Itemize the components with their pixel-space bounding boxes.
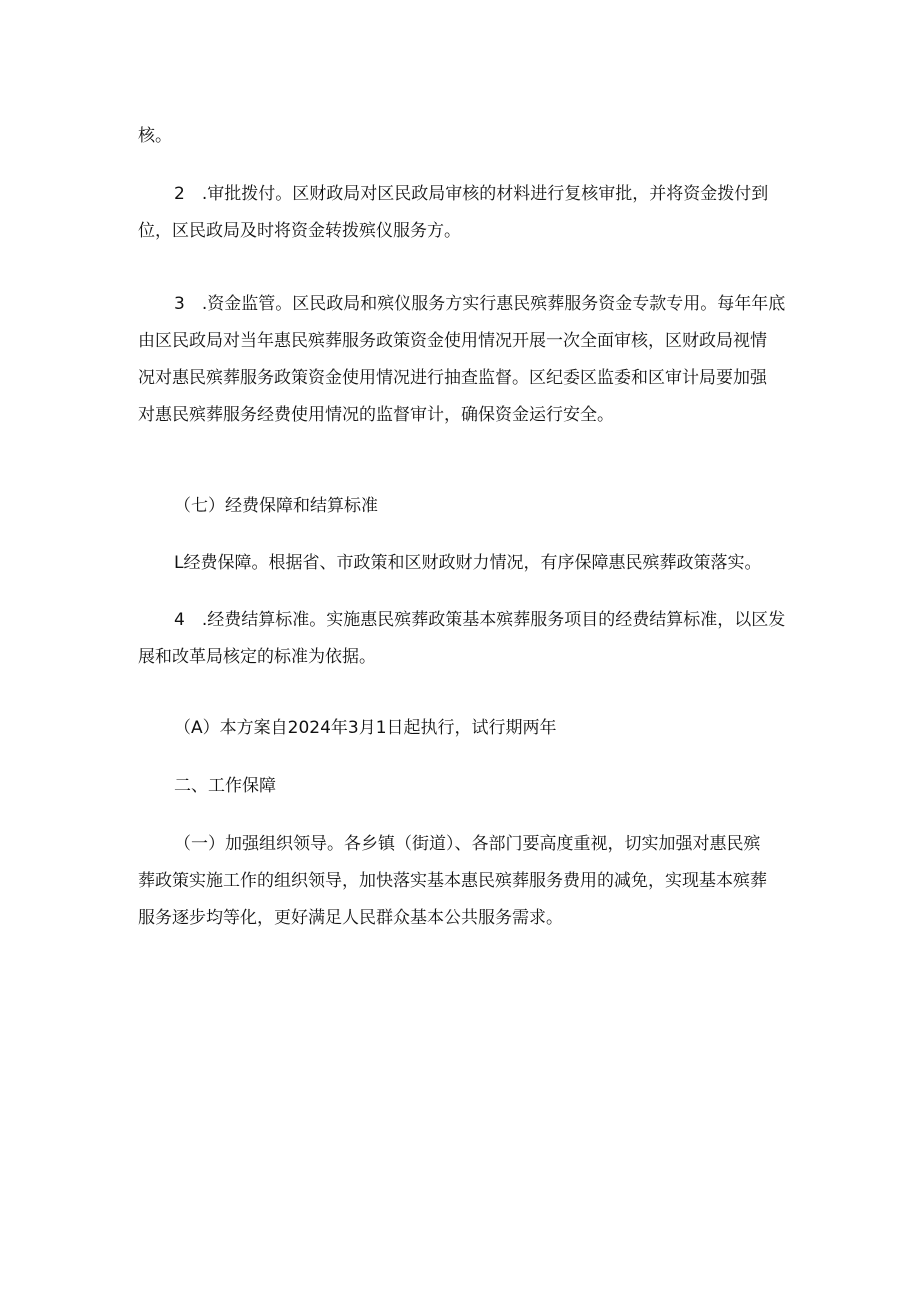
- text-line: （一）加强组织领导。各乡镇（街道）、各部门要高度重视，切实加强对惠民殡: [174, 834, 761, 854]
- paragraph-approval-disbursement: [138, 176, 778, 250]
- paragraph-settlement-standard: [138, 602, 786, 676]
- text-line: L经费保障。根据省、市政策和区财政财力情况，有序保障惠民殡葬政策落实。: [174, 553, 762, 573]
- text-line: 服务逐步均等化，更好满足人民群众基本公共服务需求。: [138, 908, 563, 928]
- text-line: （A）本方案自2024年3月1日起执行，试行期两年: [174, 718, 557, 738]
- text-line: 位，区民政局及时将资金转拨殡仪服务方。: [138, 221, 461, 241]
- text-line: 展和改革局核定的标准为依据。: [138, 647, 376, 667]
- text-line: 由区民政局对当年惠民殡葬服务政策资金使用情况开展一次全面审核，区财政局视情: [138, 331, 767, 351]
- paragraph-continuation: [138, 118, 778, 155]
- paragraph-funding-guarantee: [138, 545, 778, 582]
- section-heading-work-guarantee: [138, 768, 778, 805]
- text-line: 二、工作保障: [174, 776, 276, 796]
- text-line: 核。: [138, 126, 172, 146]
- section-heading-funding: [138, 488, 778, 525]
- text-line: 对惠民殡葬服务经费使用情况的监督审计，确保资金运行安全。: [138, 405, 614, 425]
- text-line: 葬政策实施工作的组织领导，加快落实基本惠民殡葬服务费用的减免，实现基本殡葬: [138, 871, 767, 891]
- text-line: 3 .资金监管。区民政局和殡仪服务方实行惠民殡葬服务资金专款专用。每年年底: [174, 294, 786, 314]
- text-line: 况对惠民殡葬服务政策资金使用情况进行抽查监督。区纪委区监委和区审计局要加强: [138, 368, 767, 388]
- paragraph-fund-supervision: [138, 286, 786, 434]
- paragraph-effective-date: [138, 710, 778, 747]
- text-line: 2 .审批拨付。区财政局对区民政局审核的材料进行复核审批，并将资金拨付到: [174, 184, 769, 204]
- text-line: 4 .经费结算标准。实施惠民殡葬政策基本殡葬服务项目的经费结算标准，以区发: [174, 610, 786, 630]
- paragraph-organizational-leadership: [138, 826, 778, 937]
- text-line: （七）经费保障和结算标准: [174, 496, 378, 516]
